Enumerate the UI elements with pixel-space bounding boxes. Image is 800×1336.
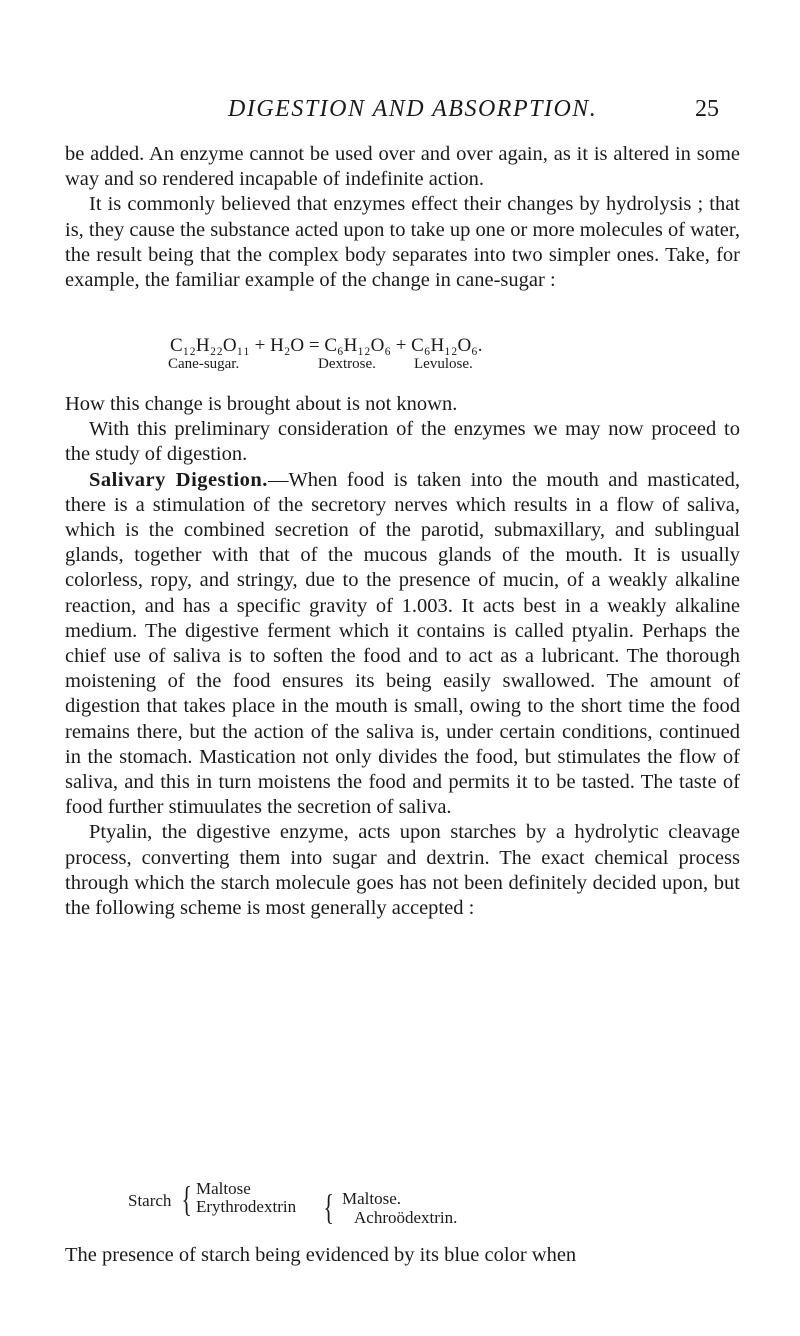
section-text: —When food is taken into the mouth and masticated, there is a stimulation of the secretory nerves which results in a flow of saliva, which is the combined secretion of the parotid, submaxillary, and sublingual glands, together with that of the mucous glands of the mouth. It is usually colorless, ropy, and stringy, due to the presence of mucin, of a weakly alkaline reaction, and has a specific gravity of 1.003. It acts best in a weakly alkaline medium. The digestive ferment which it contains is called ptyalin. Perhaps the chief use of saliva is to soften the food and to act as a lubricant. The thorough moistening of the food ensures its being easily swallowed. The amount of digestion that takes place in the mouth is small, owing to the short time the food remains there, but the action of the saliva is, under certain conditions, continued in the stomach. Mastication not only divides the food, but stimulates the flow of saliva, and this in turn moistens the food and permits it to be tasted. The taste of food further stimuulates the secretion of saliva. (65, 468, 740, 819)
equation-label: Levulose. (414, 356, 473, 372)
paragraph: It is commonly believed that enzymes effect their changes by hydrolysis ; that is, they cause the substance acted upon to take up one or more molecules of water, the result being that the complex body separates into two simpler ones. Take, for example, the familiar example of the change in cane-sugar : (65, 193, 740, 292)
paragraph: Ptyalin, the digestive enzyme, acts upon starches by a hydrolytic cleavage process, converting them into sugar and dextrin. The exact chemical process through which the starch molecule goes has not been definitely decided upon, but the following scheme is most generally accepted : (65, 821, 740, 920)
paragraph: How this change is brought about is not known. (65, 393, 458, 415)
scheme-item: Maltose (196, 1179, 251, 1198)
scheme-item: Achroödextrin. (354, 1208, 458, 1227)
scheme-item: Erythrodextrin (196, 1197, 297, 1216)
scheme-root: Starch (128, 1191, 172, 1210)
body-text-main (65, 392, 740, 921)
running-head (0, 96, 800, 130)
paragraph: be added. An enzyme cannot be used over and over again, as it is altered in some way and so rendered incapable of indefinite action. (65, 143, 740, 191)
running-head-title: DIGESTION AND ABSORPTION. (228, 96, 598, 122)
equation-cane-sugar (170, 335, 620, 385)
brace-icon: { (181, 1179, 192, 1219)
equation-label: Dextrose. (318, 356, 376, 372)
paragraph-salivary-digestion (65, 468, 740, 821)
brace-icon: { (323, 1187, 334, 1227)
equation-formula: C₁₂H₂₂O₁₁ + H₂O = C₆H₁₂O₆ + C₆H₁₂O₆. (170, 335, 483, 356)
section-heading: Salivary Digestion. (89, 468, 268, 491)
paragraph: With this preliminary consideration of the enzymes we may now proceed to the study of digestion. (65, 418, 740, 466)
page-number: 25 (695, 96, 719, 122)
equation-label: Cane-sugar. (168, 356, 240, 372)
body-text-top (65, 142, 740, 293)
scheme-item: Maltose. (342, 1189, 402, 1208)
starch-scheme (128, 1181, 648, 1237)
last-line: The presence of starch being evidenced by its blue color when (65, 1244, 577, 1266)
